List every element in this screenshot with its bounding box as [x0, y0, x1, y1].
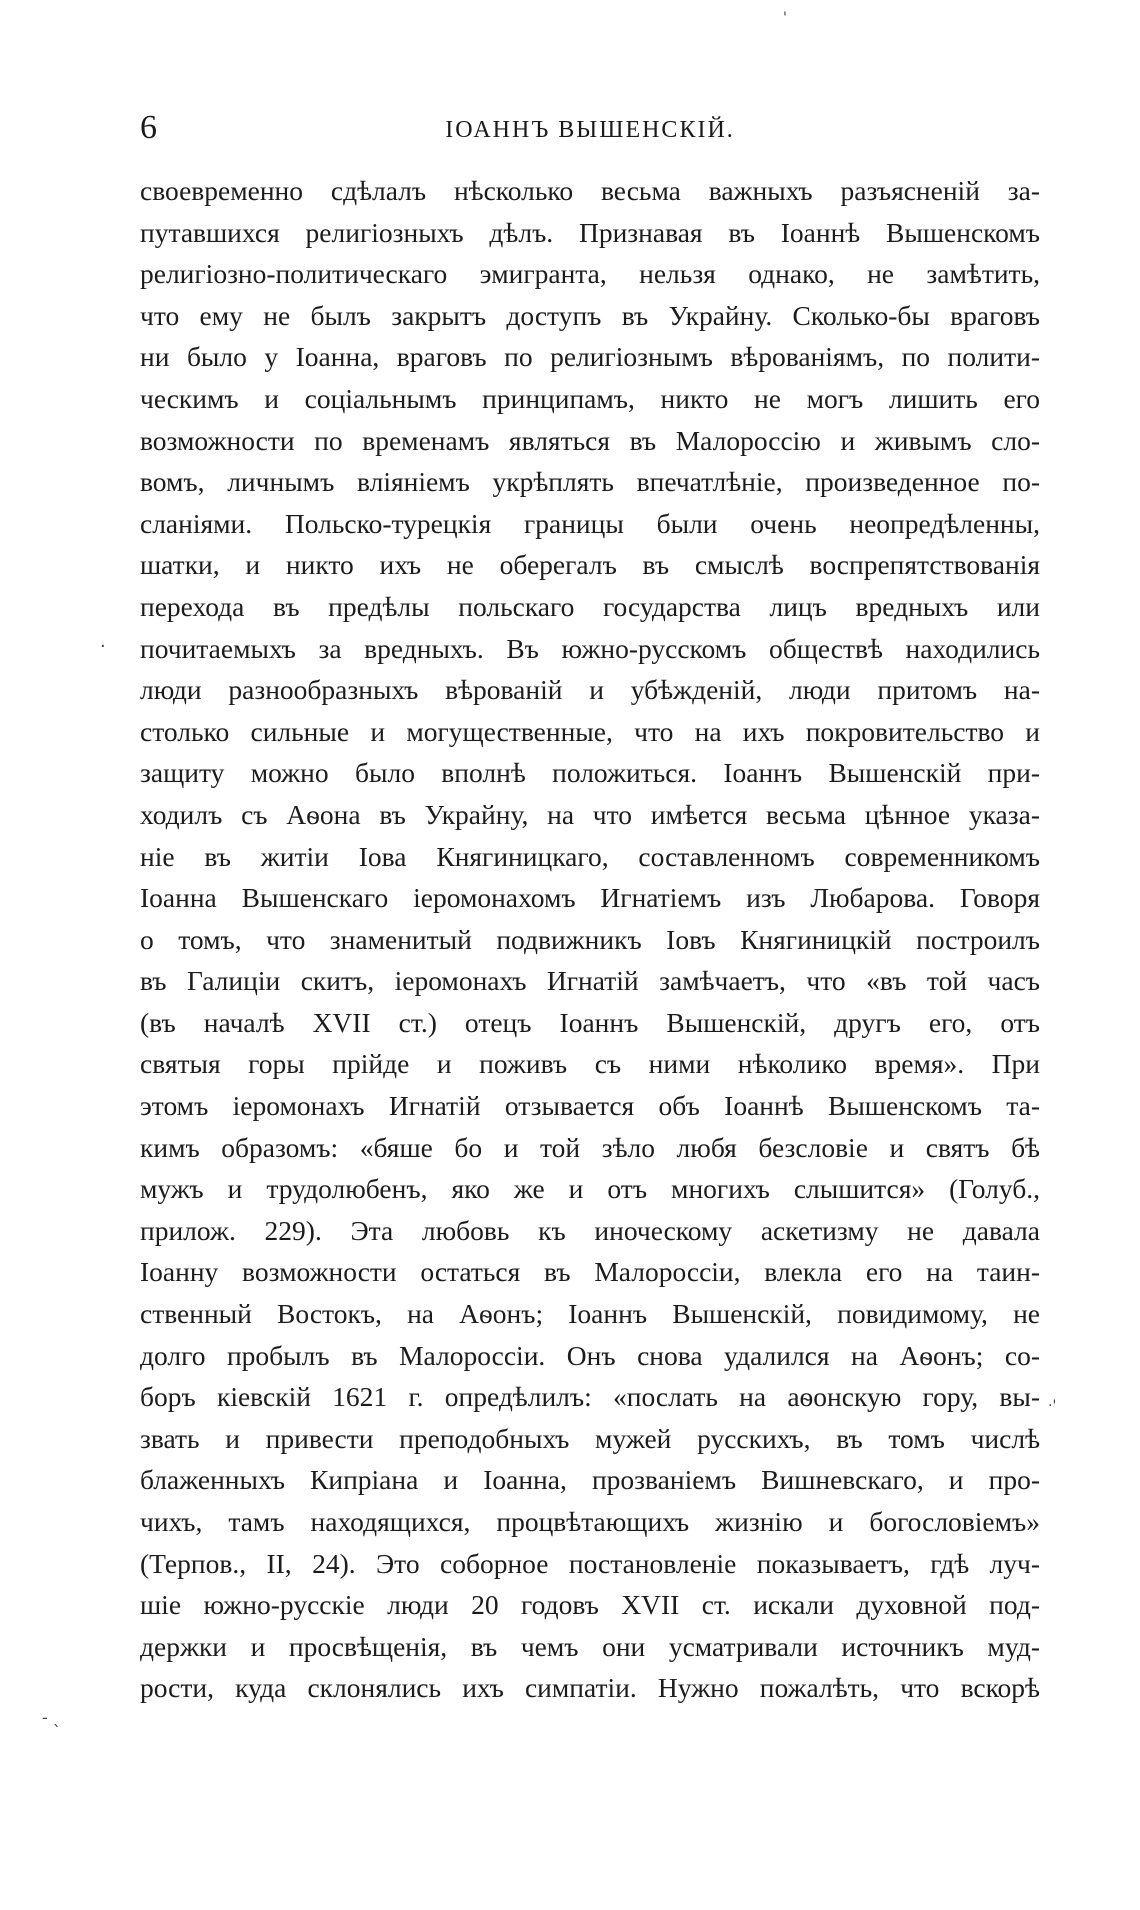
stray-mark: ·': [1048, 1398, 1057, 1414]
text-line: Іоанна Вышенскаго іеромонахомъ Игнатіемъ изъ Любарова. Говоря: [140, 882, 1040, 914]
text-line: вомъ, личнымъ вліяніемъ укрѣплять впечатлѣніе, произведенное по-: [140, 466, 1040, 498]
text-line: звать и привести преподобныхъ мужей русскихъ, въ томъ числѣ: [140, 1422, 1040, 1454]
text-line: этомъ іеромонахъ Игнатій отзывается объ Іоаннѣ Вышенскомъ та-: [140, 1090, 1040, 1122]
text-line: ческимъ и соціальнымъ принципамъ, никто не могъ лишить его: [140, 382, 1040, 414]
text-line: шатки, и никто ихъ не оберегалъ въ смыслѣ воспрепятствованія: [140, 549, 1040, 581]
running-title: ІОАННЪ ВЫШЕНСКІЙ.: [445, 117, 735, 143]
text-line: столько сильные и могущественные, что на ихъ покровительство и: [140, 715, 1040, 747]
text-line: ни было у Іоанна, враговъ по религіознымъ вѣрованіямъ, по полити-: [140, 341, 1040, 373]
text-line: ходилъ съ Аѳона въ Украйну, на что имѣется весьма цѣнное указа-: [140, 798, 1040, 830]
stray-mark: ': [783, 10, 787, 26]
stray-mark: ·: [100, 636, 106, 657]
text-line: что ему не былъ закрытъ доступъ въ Украйну. Сколько-бы враговъ: [140, 299, 1040, 331]
text-line: путавшихся религіозныхъ дѣлъ. Признавая въ Іоаннѣ Вышенскомъ: [140, 216, 1040, 248]
text-line: ніе въ житіи Іова Княгиницкаго, составленномъ современникомъ: [140, 840, 1040, 872]
text-line: шіе южно-русскіе люди 20 годовъ XVII ст. искали духовной под-: [140, 1589, 1040, 1621]
text-line: въ Галиціи скитъ, іеромонахъ Игнатій замѣчаетъ, что «въ той часъ: [140, 965, 1040, 997]
page-number: 6: [140, 109, 157, 146]
text-line: блаженныхъ Кипріана и Іоанна, прозваніемъ Вишневскаго, и про-: [140, 1464, 1040, 1496]
text-line: ственный Востокъ, на Аѳонъ; Іоаннъ Вышенскій, повидимому, не: [140, 1298, 1040, 1330]
text-line: святыя горы прійде и поживъ съ ними нѣколико время». При: [140, 1048, 1040, 1080]
text-line: почитаемыхъ за вредныхъ. Въ южно-русскомъ обществѣ находились: [140, 632, 1040, 664]
text-line: прилож. 229). Эта любовь къ иноческому аскетизму не давала: [140, 1214, 1040, 1246]
text-line: люди разнообразныхъ вѣрованій и убѣжденій, люди притомъ на-: [140, 674, 1040, 706]
text-line: боръ кіевскій 1621 г. опредѣлилъ: «послать на аѳонскую гору, вы-: [140, 1381, 1040, 1413]
text-line: Іоанну возможности остаться въ Малороссіи, влекла его на таин-: [140, 1256, 1040, 1288]
text-line: возможности по временамъ являться въ Малороссію и живымъ сло-: [140, 424, 1040, 456]
text-line: кимъ образомъ: «бяше бо и той зѣло любя безсловіе и святъ бѣ: [140, 1131, 1040, 1163]
text-line: о томъ, что знаменитый подвижникъ Іовъ Княгиницкій построилъ: [140, 923, 1040, 955]
running-head: [140, 108, 1040, 148]
body-text: [140, 170, 1040, 1709]
text-line: перехода въ предѣлы польскаго государства лицъ вредныхъ или: [140, 590, 1040, 622]
text-line: защиту можно было вполнѣ положиться. Іоаннъ Вышенскій при-: [140, 757, 1040, 789]
text-line: долго пробылъ въ Малороссіи. Онъ снова удалился на Аѳонъ; со-: [140, 1339, 1040, 1371]
text-line: мужъ и трудолюбенъ, яко же и отъ многихъ слышится» (Голуб.,: [140, 1173, 1040, 1205]
stray-mark: - ˎ: [42, 1708, 61, 1727]
text-line: (Терпов., II, 24). Это соборное постановленіе показываетъ, гдѣ луч-: [140, 1547, 1040, 1579]
text-line: рости, куда склонялись ихъ симпатіи. Нужно пожалѣть, что вскорѣ: [140, 1672, 1040, 1704]
text-line: религіозно-политическаго эмигранта, нельзя однако, не замѣтить,: [140, 258, 1040, 290]
text-line: сланіями. Польско-турецкія границы были очень неопредѣленны,: [140, 507, 1040, 539]
text-line: своевременно сдѣлалъ нѣсколько весьма важныхъ разъясненій за-: [140, 175, 1040, 206]
text-line: держки и просвѣщенія, въ чемъ они усматривали источникъ муд-: [140, 1630, 1040, 1662]
text-line: чихъ, тамъ находящихся, процвѣтающихъ жизнію и богословіемъ»: [140, 1506, 1040, 1537]
text-line: (въ началѣ XVII ст.) отецъ Іоаннъ Вышенскій, другъ его, отъ: [140, 1006, 1040, 1038]
